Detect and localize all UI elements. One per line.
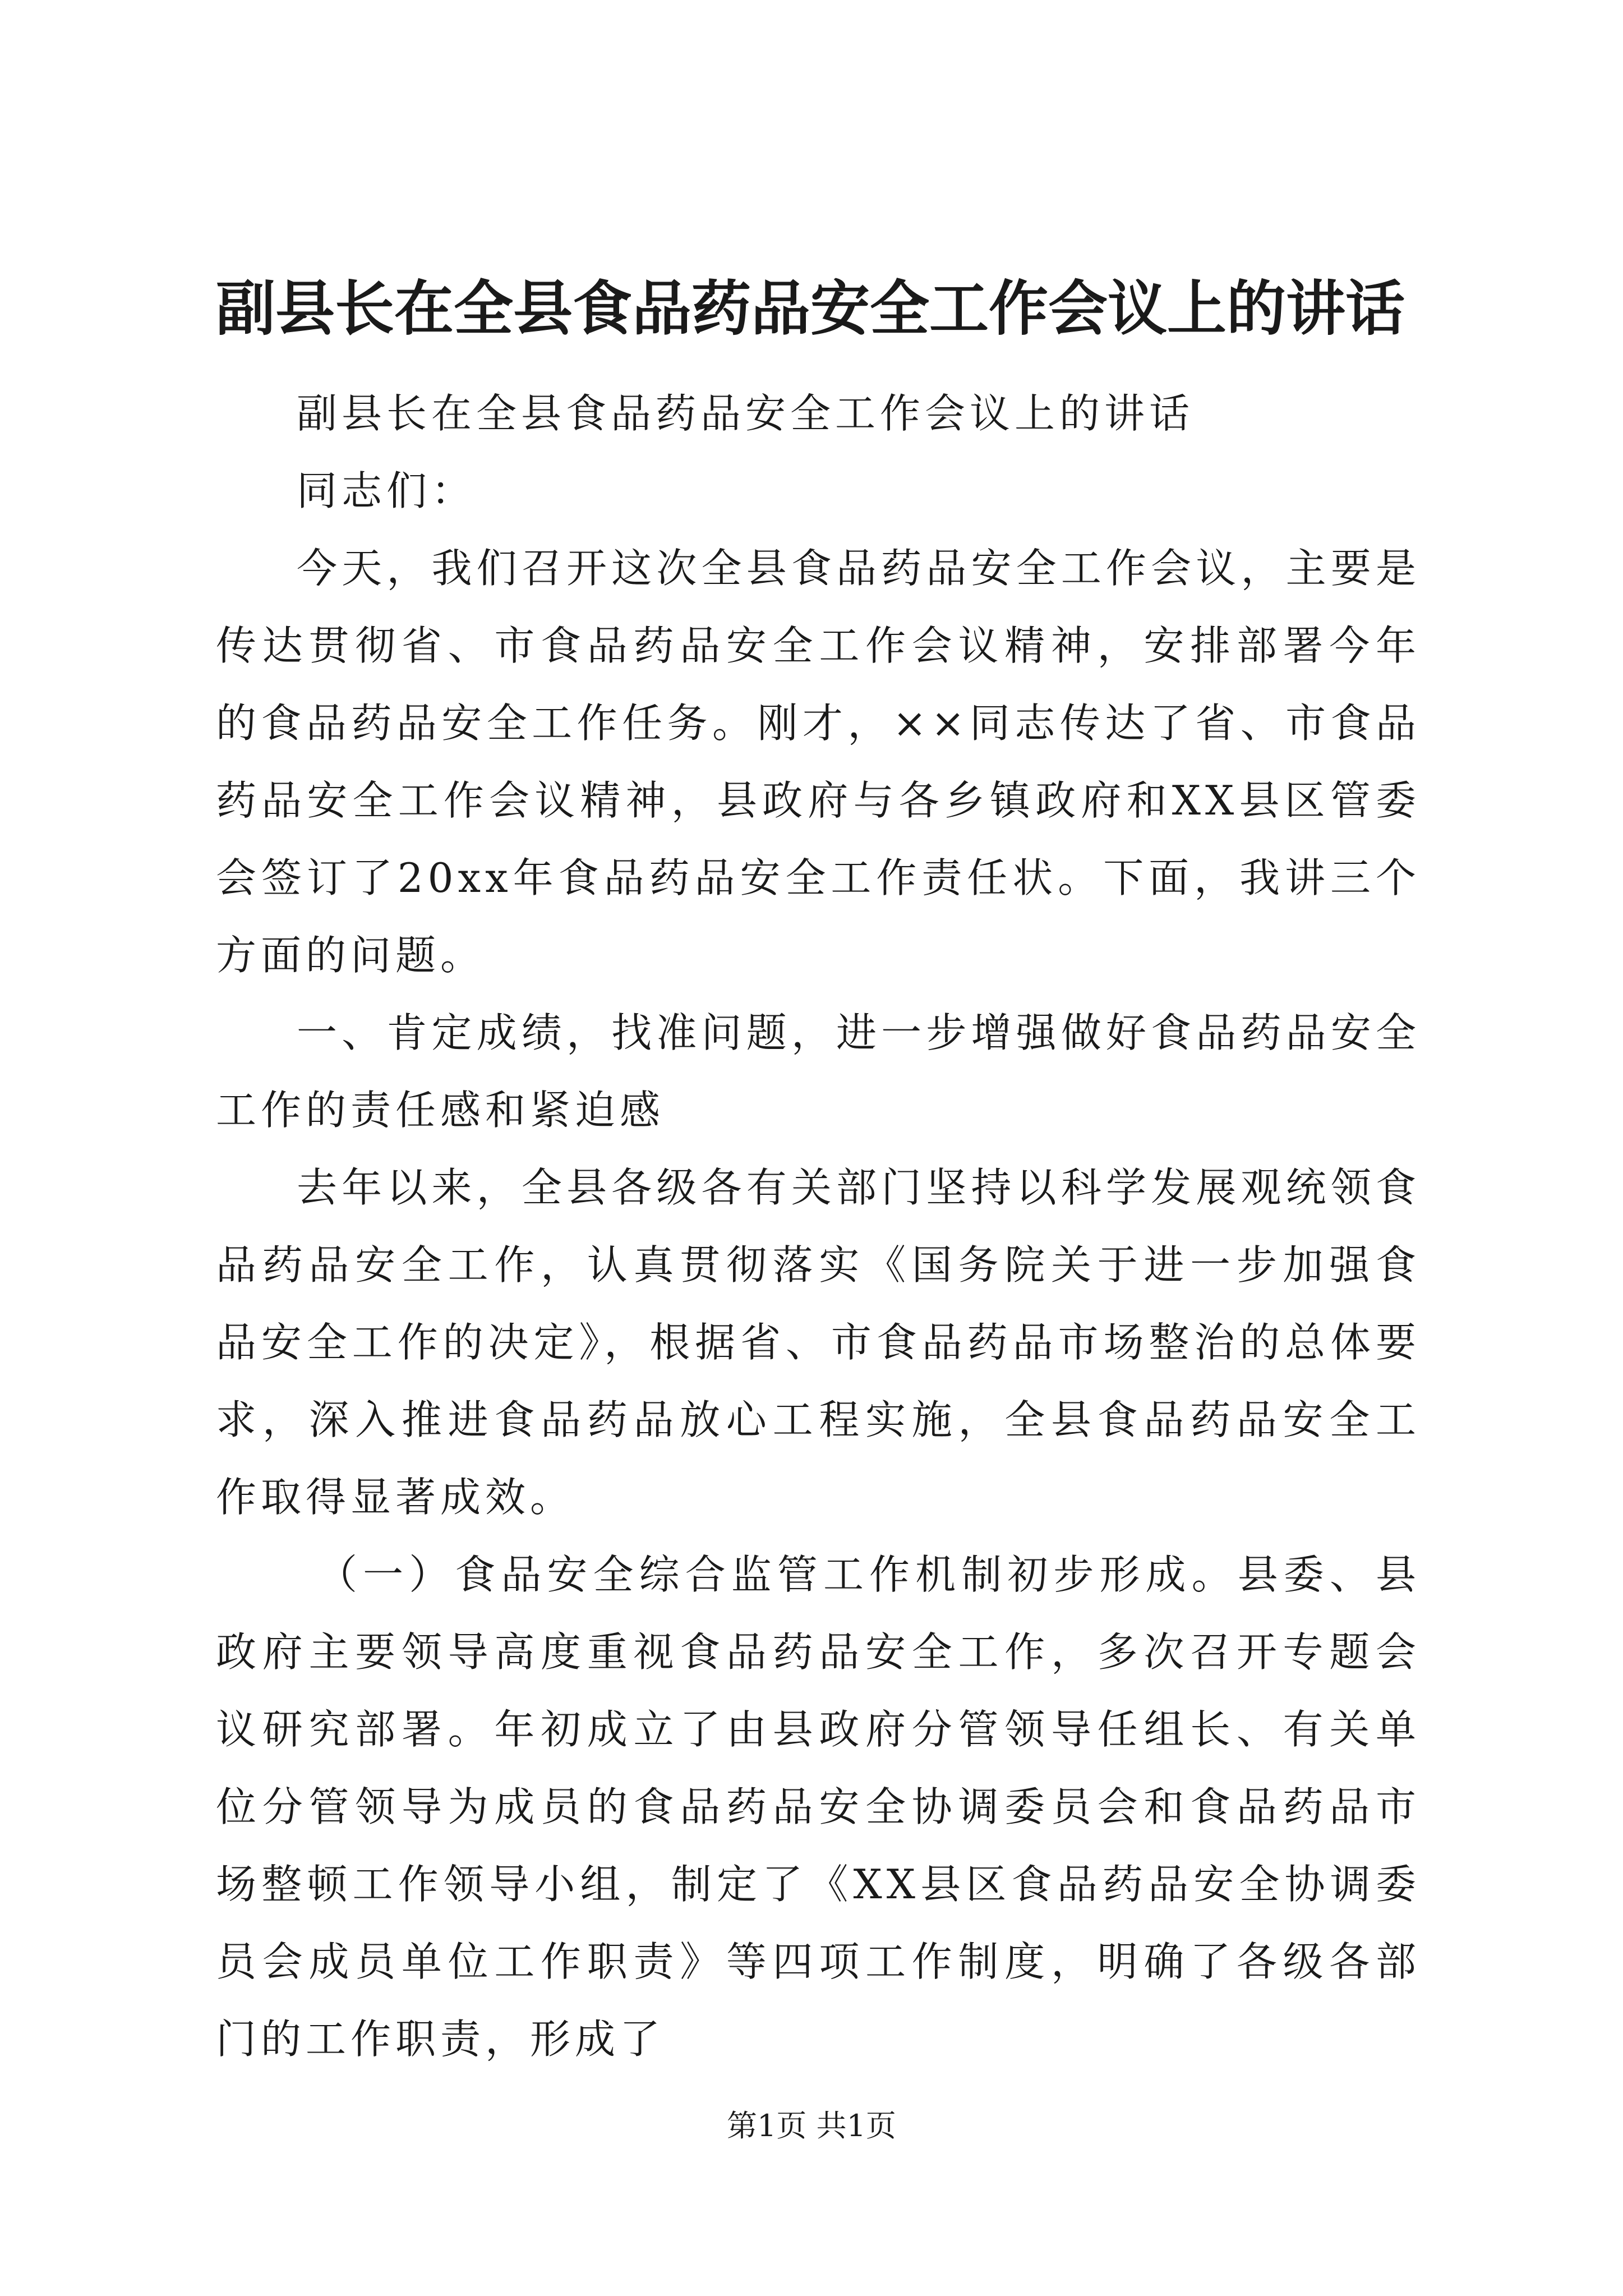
document-body: [216, 375, 1421, 2078]
document-title: 副县长在全县食品药品安全工作会议上的讲话: [216, 273, 1405, 343]
paragraph-salutation: 同志们：: [297, 467, 477, 514]
paragraph-achievements: 去年以来，全县各级各有关部门坚持以科学发展观统领食品药品安全工作，认真贯彻落实《国务院关于进一步加强食品安全工作的决定》，根据省、市食品药品市场整治的总体要求，深入推进食品药品放心工程实施，全县食品药品安全工作取得显著成效。: [216, 1164, 1421, 1521]
paragraph-intro: 今天，我们召开这次全县食品药品安全工作会议，主要是传达贯彻省、市食品药品安全工作会议精神，安排部署今年的食品药品安全工作任务。刚才，××同志传达了省、市食品药品安全工作会议精神，县政府与各乡镇政府和XX县区管委会签订了20xx年食品药品安全工作责任状。下面，我讲三个方面的问题。: [216, 545, 1421, 979]
paragraph-subsection-1: （一）食品安全综合监管工作机制初步形成。县委、县政府主要领导高度重视食品药品安全工作，多次召开专题会议研究部署。年初成立了由县政府分管领导任组长、有关单位分管领导为成员的食品药品安全协调委员会和食品药品市场整顿工作领导小组，制定了《XX县区食品药品安全协调委员会成员单位工作职责》等四项工作制度，明确了各级各部门的工作职责，形成了: [216, 1551, 1421, 2063]
paragraph-section-heading-1: 一、肯定成绩，找准问题，进一步增强做好食品药品安全工作的责任感和紧迫感: [216, 1009, 1421, 1134]
page-footer: 第1页 共1页: [727, 2108, 896, 2143]
paragraph-subtitle: 副县长在全县食品药品安全工作会议上的讲话: [297, 390, 1195, 437]
